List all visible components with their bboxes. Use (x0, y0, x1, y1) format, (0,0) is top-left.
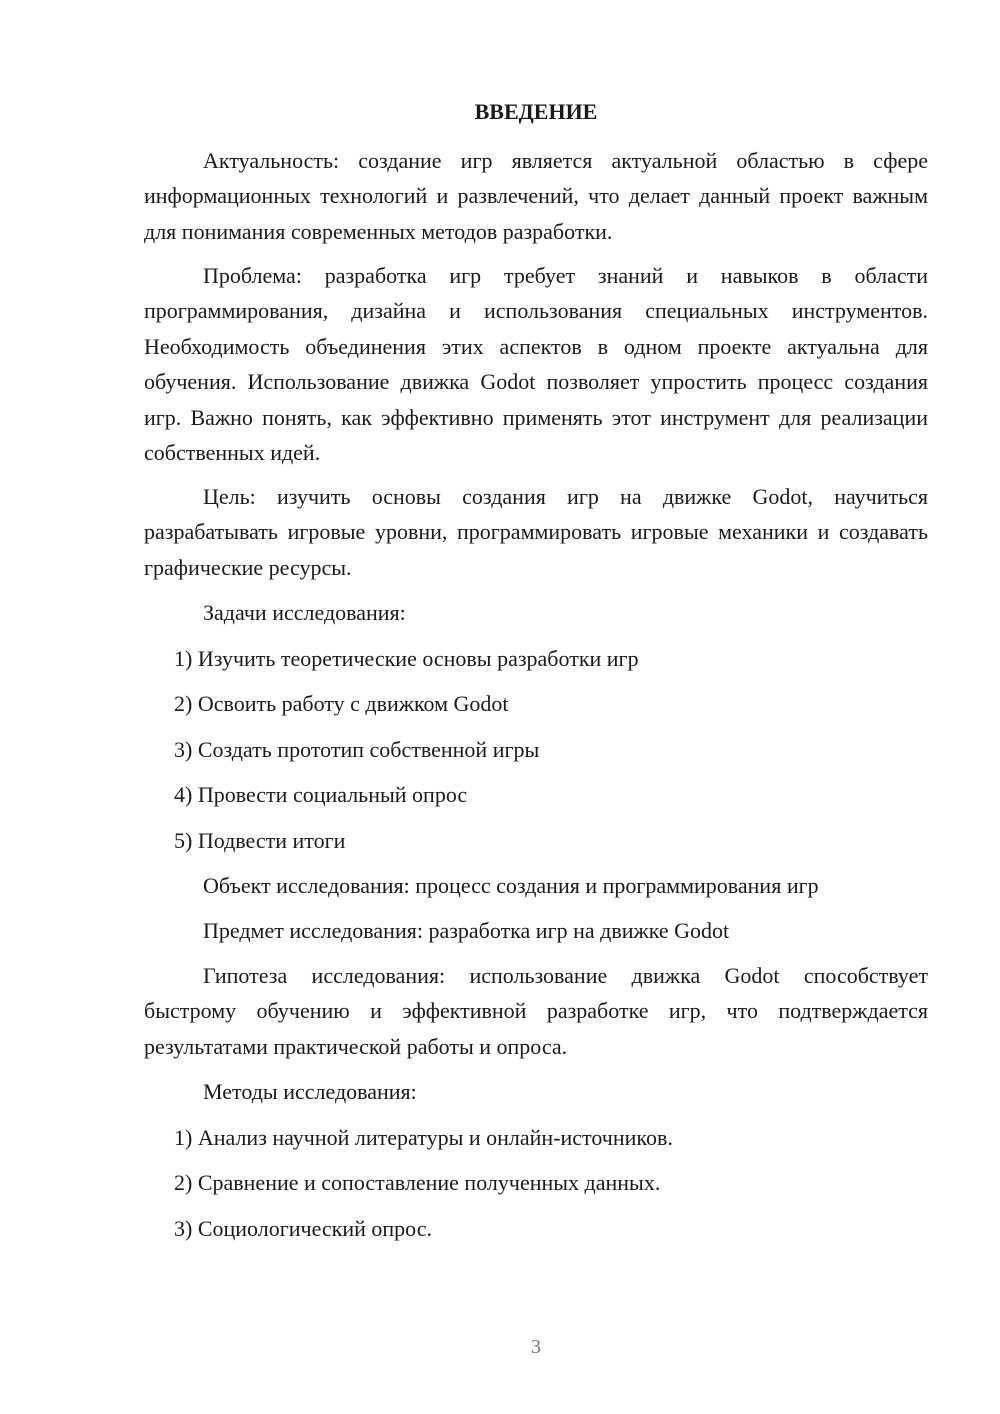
method-item-3: 3) Социологический опрос. (174, 1216, 432, 1241)
task-item-4: 4) Провести социальный опрос (174, 782, 468, 807)
page-number: 3 (531, 1336, 541, 1358)
goal-paragraph: Цель: изучить основы создания игр на движке Godot, научиться разрабатывать игровые уровни, программировать игровые механики и создавать графические ресурсы. (144, 484, 928, 580)
tasks-heading: Задачи исследования: (203, 600, 406, 625)
task-item-3: 3) Создать прототип собственной игры (174, 737, 540, 762)
method-item-1: 1) Анализ научной литературы и онлайн-источников. (174, 1125, 673, 1150)
research-object: Объект исследования: процесс создания и программирования игр (203, 873, 819, 898)
research-subject: Предмет исследования: разработка игр на движке Godot (203, 918, 730, 943)
task-item-5: 5) Подвести итоги (174, 828, 346, 853)
task-item-1: 1) Изучить теоретические основы разработки игр (174, 646, 639, 671)
relevance-paragraph: Актуальность: создание игр является актуальной областью в сфере информационных технологий и развлечений, что делает данный проект важным для понимания современных методов разработки. (144, 148, 928, 244)
hypothesis-paragraph: Гипотеза исследования: использование движка Godot способствует быстрому обучению и эффективной разработке игр, что подтверждается результатами практической работы и опроса. (144, 963, 928, 1059)
methods-heading: Методы исследования: (203, 1079, 417, 1104)
problem-paragraph: Проблема: разработка игр требует знаний и навыков в области программирования, дизайна и использования специальных инструментов. Необходимость объединения этих аспектов в одном проекте актуальна для обучения. Использование движка Godot позволяет упростить процесс создания игр. Важно понять, как эффективно применять этот инструмент для реализации собственных идей. (144, 263, 928, 466)
page-title: ВВЕДЕНИЕ (474, 99, 598, 124)
task-item-2: 2) Освоить работу с движком Godot (174, 691, 509, 716)
method-item-2: 2) Сравнение и сопоставление полученных данных. (174, 1170, 661, 1195)
